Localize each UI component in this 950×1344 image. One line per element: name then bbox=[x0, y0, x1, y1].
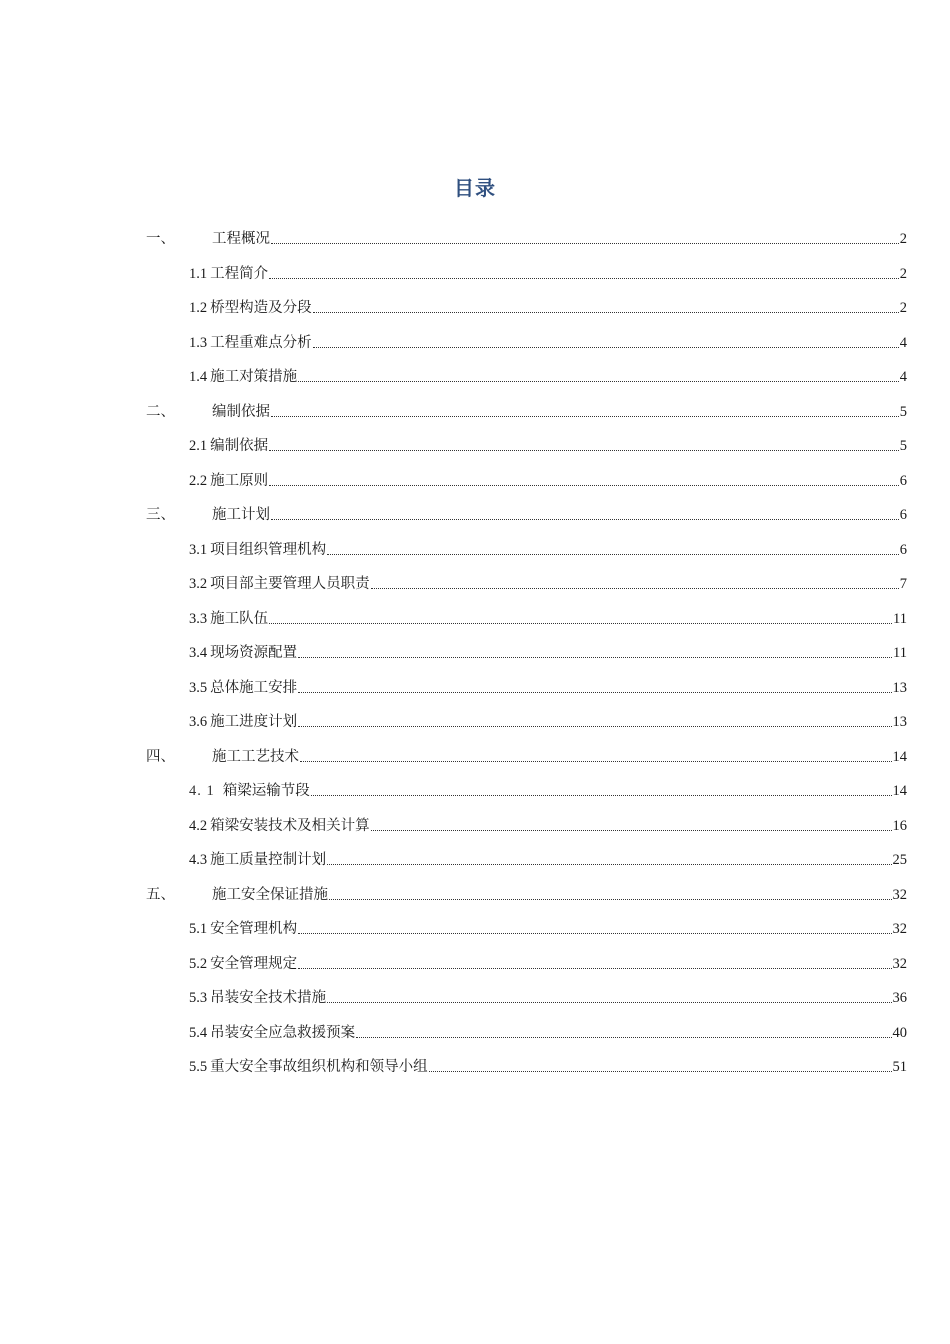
toc-entry-text: 施工原则 bbox=[210, 472, 269, 489]
toc-entry[interactable] bbox=[146, 395, 907, 430]
toc-entry[interactable] bbox=[146, 498, 907, 533]
toc-dot-leader bbox=[371, 588, 899, 589]
toc-dot-leader bbox=[313, 347, 899, 348]
toc-entry-number: 四、 bbox=[146, 748, 175, 765]
toc-entry[interactable] bbox=[146, 774, 907, 809]
toc-entry-text: 桥型构造及分段 bbox=[210, 300, 312, 316]
toc-dot-leader bbox=[298, 726, 891, 727]
toc-entry-number: 5.2 bbox=[189, 955, 208, 972]
toc-entry[interactable] bbox=[146, 671, 907, 706]
toc-entry-text: 工程重难点分析 bbox=[210, 334, 312, 351]
toc-entry-page-number: 11 bbox=[893, 645, 907, 661]
toc-list bbox=[146, 222, 907, 1085]
toc-entry[interactable] bbox=[146, 636, 907, 671]
toc-dot-leader bbox=[269, 485, 899, 486]
toc-entry-text: 编制依据 bbox=[210, 438, 269, 454]
toc-entry-page-number: 13 bbox=[892, 679, 907, 696]
toc-entry-number: 2.1 bbox=[189, 438, 208, 454]
toc-dot-leader bbox=[313, 312, 899, 313]
toc-entry-text: 施工质量控制计划 bbox=[210, 852, 327, 868]
toc-entry[interactable] bbox=[146, 429, 907, 464]
toc-entry-number: 二、 bbox=[146, 403, 175, 420]
toc-entry-number: 2.2 bbox=[189, 472, 208, 489]
toc-entry-number: 3.2 bbox=[189, 576, 208, 592]
toc-dot-leader bbox=[311, 795, 892, 796]
toc-entry-text: 吊装安全应急救援预案 bbox=[210, 1024, 356, 1041]
toc-entry-text: 总体施工安排 bbox=[210, 679, 298, 696]
toc-entry-number: 3.5 bbox=[189, 679, 208, 696]
toc-dot-leader bbox=[271, 519, 899, 520]
toc-dot-leader bbox=[327, 554, 899, 555]
toc-entry-number: 三、 bbox=[146, 507, 175, 523]
toc-entry-text: 吊装安全技术措施 bbox=[210, 990, 327, 1006]
toc-entry-text: 安全管理机构 bbox=[210, 921, 298, 937]
toc-entry[interactable] bbox=[146, 1050, 907, 1085]
toc-entry-text: 安全管理规定 bbox=[210, 955, 298, 972]
toc-entry[interactable] bbox=[146, 878, 907, 913]
toc-entry-page-number: 2 bbox=[899, 231, 907, 247]
toc-entry[interactable] bbox=[146, 705, 907, 740]
toc-entry[interactable] bbox=[146, 602, 907, 637]
toc-entry-text: 箱梁运输节段 bbox=[222, 783, 310, 799]
toc-entry-text: 工程概况 bbox=[212, 231, 270, 247]
toc-entry-page-number: 2 bbox=[899, 300, 907, 316]
toc-entry-number: 5.1 bbox=[189, 921, 208, 937]
toc-entry-text: 编制依据 bbox=[212, 403, 270, 420]
toc-entry[interactable] bbox=[146, 360, 907, 395]
toc-entry[interactable] bbox=[146, 843, 907, 878]
toc-dot-leader bbox=[269, 450, 899, 451]
toc-entry-page-number: 5 bbox=[899, 403, 907, 420]
toc-entry-page-number: 2 bbox=[899, 265, 907, 282]
toc-entry-page-number: 16 bbox=[892, 817, 907, 834]
toc-dot-leader bbox=[298, 933, 891, 934]
toc-dot-leader bbox=[327, 864, 891, 865]
toc-entry-page-number: 7 bbox=[899, 576, 907, 592]
toc-entry-text: 工程简介 bbox=[210, 265, 269, 282]
toc-entry-number: 3.4 bbox=[189, 645, 208, 661]
toc-entry-page-number: 6 bbox=[899, 507, 907, 523]
toc-dot-leader bbox=[271, 416, 899, 417]
toc-entry[interactable] bbox=[146, 912, 907, 947]
toc-entry[interactable] bbox=[146, 567, 907, 602]
toc-entry[interactable] bbox=[146, 947, 907, 982]
toc-entry-text: 施工进度计划 bbox=[210, 714, 298, 730]
toc-entry-text: 施工安全保证措施 bbox=[212, 886, 328, 903]
toc-entry-text: 箱梁安装技术及相关计算 bbox=[210, 817, 370, 834]
toc-entry-number: 4. 1 bbox=[189, 783, 215, 799]
toc-title: 目录 bbox=[454, 176, 496, 200]
toc-entry-number: 一、 bbox=[146, 231, 175, 247]
toc-entry[interactable] bbox=[146, 1016, 907, 1051]
toc-entry[interactable] bbox=[146, 326, 907, 361]
toc-entry-page-number: 6 bbox=[899, 472, 907, 489]
toc-entry[interactable] bbox=[146, 809, 907, 844]
toc-dot-leader bbox=[298, 381, 899, 382]
toc-entry-number: 3.3 bbox=[189, 610, 208, 627]
toc-entry-text: 施工工艺技术 bbox=[212, 748, 299, 765]
toc-entry-page-number: 4 bbox=[899, 369, 907, 385]
toc-entry-text: 施工对策措施 bbox=[210, 369, 298, 385]
toc-entry-page-number: 13 bbox=[892, 714, 907, 730]
toc-entry-page-number: 4 bbox=[899, 334, 907, 351]
toc-entry-text: 重大安全事故组织机构和领导小组 bbox=[210, 1059, 428, 1075]
toc-entry-text: 施工队伍 bbox=[210, 610, 269, 627]
toc-dot-leader bbox=[371, 830, 892, 831]
toc-entry-page-number: 11 bbox=[893, 610, 907, 627]
toc-entry-number: 1.4 bbox=[189, 369, 208, 385]
toc-entry-number: 3.1 bbox=[189, 541, 208, 558]
toc-dot-leader bbox=[269, 278, 899, 279]
toc-dot-leader bbox=[298, 692, 891, 693]
toc-entry-text: 现场资源配置 bbox=[210, 645, 298, 661]
toc-entry-number: 5.3 bbox=[189, 990, 208, 1006]
toc-dot-leader bbox=[269, 623, 892, 624]
toc-dot-leader bbox=[356, 1037, 891, 1038]
toc-entry-number: 5.4 bbox=[189, 1024, 208, 1041]
toc-entry-number: 1.3 bbox=[189, 334, 208, 351]
toc-entry-page-number: 51 bbox=[892, 1059, 907, 1075]
toc-dot-leader bbox=[329, 899, 892, 900]
toc-entry-number: 五、 bbox=[146, 886, 175, 903]
toc-entry-page-number: 32 bbox=[892, 921, 907, 937]
toc-entry-text: 施工计划 bbox=[212, 507, 270, 523]
toc-entry-page-number: 32 bbox=[892, 886, 907, 903]
toc-entry[interactable] bbox=[146, 464, 907, 499]
toc-dot-leader bbox=[327, 1002, 891, 1003]
toc-entry[interactable] bbox=[146, 222, 907, 257]
toc-entry-page-number: 6 bbox=[899, 541, 907, 558]
toc-dot-leader bbox=[298, 657, 892, 658]
toc-entry[interactable] bbox=[146, 291, 907, 326]
toc-dot-leader bbox=[271, 243, 899, 244]
toc-entry-text: 项目部主要管理人员职责 bbox=[210, 576, 370, 592]
toc-entry-number: 1.2 bbox=[189, 300, 208, 316]
toc-entry-page-number: 14 bbox=[892, 748, 907, 765]
toc-entry-number: 1.1 bbox=[189, 265, 208, 282]
toc-entry-page-number: 25 bbox=[892, 852, 907, 868]
toc-entry[interactable] bbox=[146, 740, 907, 775]
toc-entry-number: 4.2 bbox=[189, 817, 208, 834]
toc-entry-page-number: 5 bbox=[899, 438, 907, 454]
toc-dot-leader bbox=[300, 761, 892, 762]
toc-entry-page-number: 36 bbox=[892, 990, 907, 1006]
toc-dot-leader bbox=[429, 1071, 892, 1072]
toc-entry[interactable] bbox=[146, 533, 907, 568]
toc-entry[interactable] bbox=[146, 257, 907, 292]
toc-entry-text: 项目组织管理机构 bbox=[210, 541, 327, 558]
toc-dot-leader bbox=[298, 968, 891, 969]
toc-entry-page-number: 32 bbox=[892, 955, 907, 972]
toc-entry[interactable] bbox=[146, 981, 907, 1016]
toc-entry-page-number: 14 bbox=[892, 783, 907, 799]
toc-entry-page-number: 40 bbox=[892, 1024, 907, 1041]
toc-entry-number: 4.3 bbox=[189, 852, 208, 868]
toc-entry-number: 3.6 bbox=[189, 714, 208, 730]
toc-entry-number: 5.5 bbox=[189, 1059, 208, 1075]
